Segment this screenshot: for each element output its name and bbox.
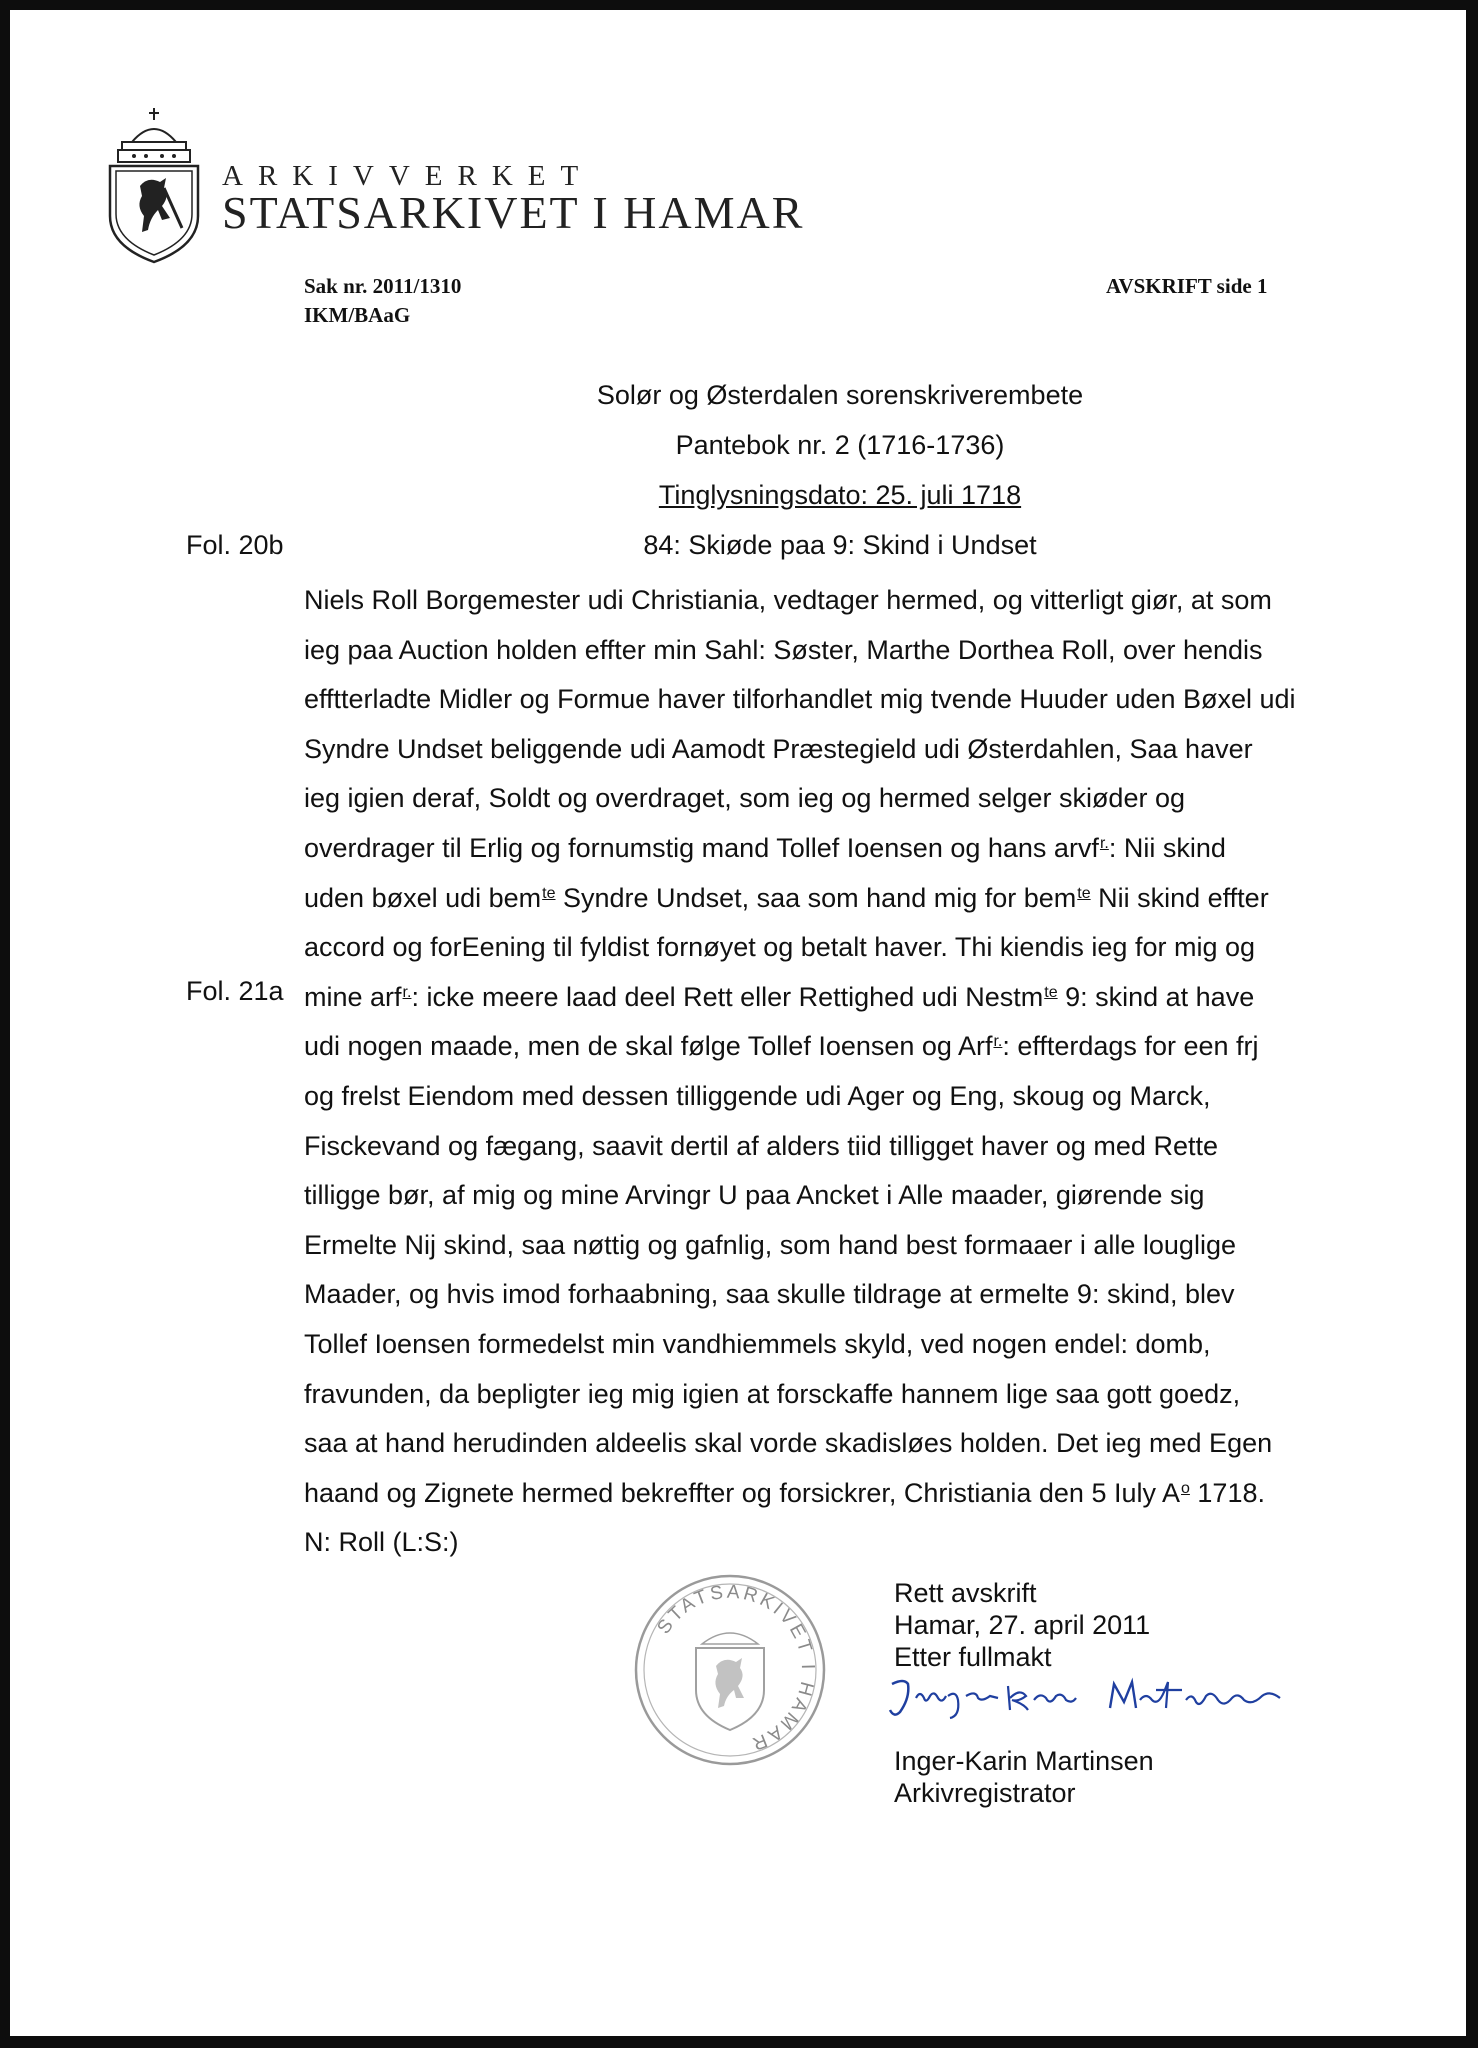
body-line: accord og forEening til fyldist fornøyet og betalt haver. Thi kiendis ieg for mig og bbox=[304, 932, 1255, 963]
signer-role: Arkivregistrator bbox=[894, 1778, 1076, 1808]
signer-name: Inger-Karin Martinsen bbox=[894, 1746, 1154, 1776]
superscript: r. bbox=[1099, 834, 1109, 852]
body-line: haand og Zignete hermed bekreffter og forsickrer, Christiania den 5 Iuly $A^o$ 1718. bbox=[304, 1477, 1265, 1508]
superscript: te bbox=[1077, 884, 1091, 902]
body-line: Niels Roll Borgemester udi Christiania, vedtager hermed, og vitterligt giør, at som bbox=[304, 585, 1272, 615]
body-line: Fisckevand og fægang, saavit dertil af alders tiid tilligget haver og med Rette bbox=[304, 1130, 1218, 1161]
body-line: Tollef Ioensen formedelst min vandhiemmels skyld, ved nogen endel: domb, bbox=[304, 1328, 1211, 1359]
document-page bbox=[10, 10, 1466, 2036]
folio-note-20b: Fol. 20b bbox=[186, 530, 284, 560]
body-line: overdrager til Erlig og fornumstig mand Tollef Ioensen og hans arvf$^{r.}$: Nii skind bbox=[304, 832, 1226, 863]
folio-note-21a: Fol. 21a bbox=[186, 976, 284, 1006]
registration-date: Tinglysningsdato: 25. juli 1718 bbox=[658, 480, 1022, 510]
body-line: uden bøxel udi bem$^{te}$ Syndre Undset, saa som hand mig for bem$^{te}$ Nii skind effter bbox=[304, 882, 1269, 913]
office-title: Solør og Østerdalen sorenskriverembete bbox=[596, 380, 1084, 410]
body-line: Ermelte Nij skind, saa nøttig og gafnlig, som hand best formaaer i alle louglige bbox=[304, 1229, 1236, 1260]
body-line: udi nogen maade, men de skal følge Tollef Ioensen og Arf$^{r.}$: effterdags for een frj bbox=[304, 1031, 1259, 1062]
body-line: Maader, og hvis imod forhaabning, saa skulle tildrage at ermelte 9: skind, blev bbox=[304, 1279, 1235, 1310]
archive-seal-icon bbox=[630, 1570, 830, 1770]
agency-name-small: ARKIVVERKET bbox=[222, 160, 594, 192]
body-line: ieg igien deraf, Soldt og overdraget, som ieg og hermed selger skiøder og bbox=[304, 783, 1185, 814]
entry-title: 84: Skiøde paa 9: Skind i Undset bbox=[643, 530, 1037, 560]
agency-name-large: STATSARKIVET I HAMAR bbox=[222, 187, 805, 238]
body-line: og frelst Eiendom med dessen tilliggende udi Ager og Eng, skoug og Marck, bbox=[304, 1080, 1211, 1111]
superscript: te bbox=[542, 884, 556, 902]
body-line: Syndre Undset beliggende udi Aamodt Præstegield udi Østerdahlen, Saa haver bbox=[304, 733, 1253, 764]
certification-date: Hamar, 27. april 2011 bbox=[894, 1610, 1151, 1640]
body-line: fravunden, da bepligter ieg mig igien at forsckaffe hannem lige saa gott goedz, bbox=[304, 1378, 1241, 1409]
svg-text:STATSARKIVET I HAMAR: STATSARKIVET I HAMAR bbox=[653, 1581, 819, 1755]
superscript: r. bbox=[993, 1033, 1003, 1051]
case-reference: IKM/BAaG bbox=[304, 303, 411, 327]
handwritten-signature bbox=[886, 1668, 1286, 1724]
body-line: efftterladte Midler og Formue haver tilforhandlet mig tvende Huuder uden Bøxel udi bbox=[304, 684, 1296, 715]
superscript: te bbox=[1044, 983, 1058, 1001]
copy-page-label: AVSKRIFT side 1 bbox=[1106, 274, 1268, 298]
body-line: tilligge bør, af mig og mine Arvingr U paa Ancket i Alle maader, giørende sig bbox=[304, 1180, 1205, 1211]
body-line: saa at hand herudinden aldeelis skal vorde skadisløes holden. Det ieg med Egen bbox=[304, 1428, 1273, 1459]
certification-line: Rett avskrift bbox=[894, 1578, 1037, 1608]
body-line: mine arf$^{r.}$: icke meere laad deel Rett eller Rettighed udi Nestm$^{te}$ 9: skind at have bbox=[304, 981, 1255, 1012]
superscript: r. bbox=[402, 983, 412, 1001]
register-title: Pantebok nr. 2 (1716-1736) bbox=[675, 430, 1005, 460]
superscript: o bbox=[1181, 1479, 1190, 1497]
certification-authority: Etter fullmakt bbox=[894, 1642, 1052, 1672]
body-line: ieg paa Auction holden effter min Sahl: Søster, Marthe Dorthea Roll, over hendis bbox=[304, 634, 1263, 665]
body-line: N: Roll (L:S:) bbox=[304, 1527, 459, 1558]
coat-of-arms-icon bbox=[104, 106, 204, 264]
case-number: Sak nr. 2011/1310 bbox=[304, 274, 462, 298]
transcription-body bbox=[304, 576, 1384, 1568]
